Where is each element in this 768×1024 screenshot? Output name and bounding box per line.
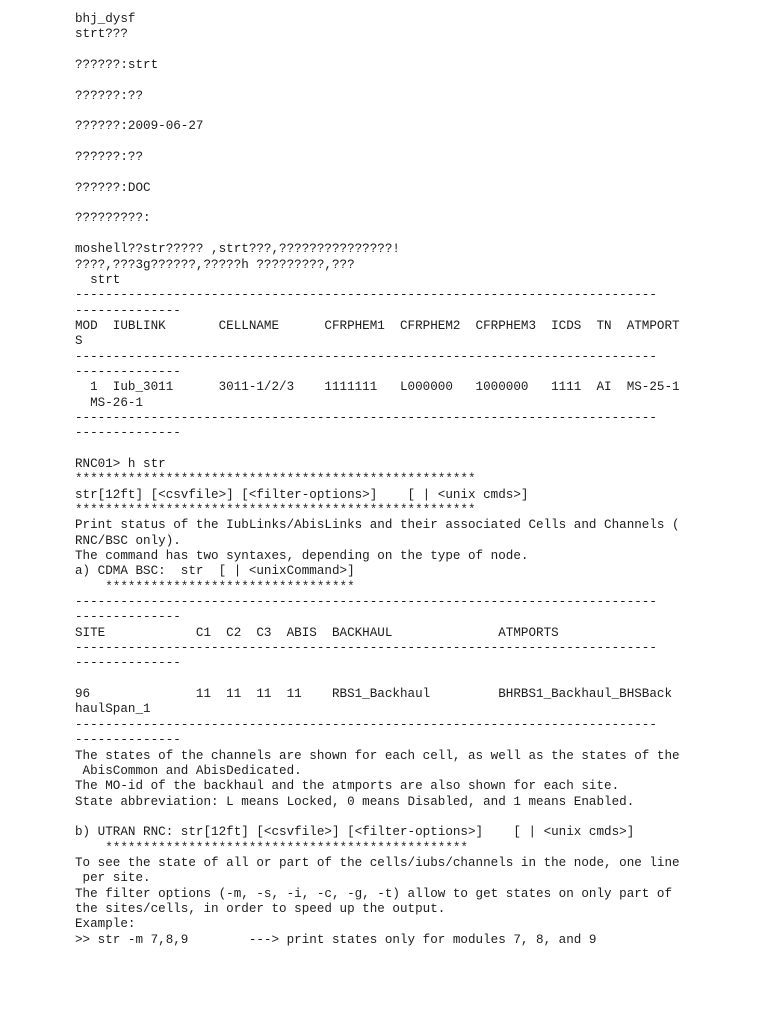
text-line: 96 11 11 11 11 RBS1_Backhaul BHRBS1_Backhaul_BHSBack bbox=[75, 687, 673, 702]
text-line: RNC/BSC only). bbox=[75, 533, 181, 548]
text-line: MOD IUBLINK CELLNAME CFRPHEM1 CFRPHEM2 CFRPHEM3 ICDS TN ATMPORT bbox=[75, 318, 680, 333]
text-line: the sites/cells, in order to speed up the output. bbox=[75, 901, 446, 916]
text-line: ----------------------------------------------------------------------------- bbox=[75, 717, 657, 732]
text-line: The filter options (-m, -s, -i, -c, -g, -t) allow to get states on only part of bbox=[75, 886, 673, 901]
text-line: strt??? bbox=[75, 27, 128, 42]
text-line: str[12ft] [<csvfile>] [<filter-options>] [ | <unix cmds>] bbox=[75, 487, 529, 502]
text-line: ----------------------------------------------------------------------------- bbox=[75, 641, 657, 656]
text-line: ??????:2009-06-27 bbox=[75, 119, 204, 134]
text-line: ??????:?? bbox=[75, 88, 144, 103]
text-line: strt bbox=[75, 272, 121, 287]
text-line: S bbox=[75, 334, 83, 349]
text-line: haulSpan_1 bbox=[75, 702, 151, 717]
text-line: To see the state of all or part of the cells/iubs/channels in the node, one line bbox=[75, 855, 680, 870]
text-line: Print status of the IubLinks/AbisLinks and their associated Cells and Channels ( bbox=[75, 518, 680, 533]
text-line bbox=[75, 73, 755, 88]
text-line bbox=[75, 672, 755, 687]
text-line: RNC01> h str bbox=[75, 456, 166, 471]
text-line bbox=[75, 104, 755, 119]
text-line: MS-26-1 bbox=[75, 395, 144, 410]
text-line: ??????:?? bbox=[75, 150, 144, 165]
text-line: ----------------------------------------------------------------------------- bbox=[75, 595, 657, 610]
text-line: ??????:strt bbox=[75, 58, 159, 73]
text-line: b) UTRAN RNC: str[12ft] [<csvfile>] [<filter-options>] [ | <unix cmds>] bbox=[75, 825, 635, 840]
text-line: ????,???3g??????,?????h ?????????,??? bbox=[75, 257, 355, 272]
text-line: Example: bbox=[75, 917, 136, 932]
text-line: AbisCommon and AbisDedicated. bbox=[75, 763, 302, 778]
text-line: bhj_dysf bbox=[75, 12, 136, 26]
text-line: ********************************* bbox=[75, 579, 355, 594]
text-line bbox=[75, 442, 755, 457]
text-line: The states of the channels are shown for each cell, as well as the states of the bbox=[75, 748, 680, 763]
text-line bbox=[75, 196, 755, 211]
text-line: The command has two syntaxes, depending on the type of node. bbox=[75, 549, 529, 564]
text-line: 1 Iub_3011 3011-1/2/3 1111111 L000000 1000000 1111 AI MS-25-1 bbox=[75, 380, 680, 395]
text-line bbox=[75, 43, 755, 58]
text-line: ***************************************************** bbox=[75, 472, 476, 487]
text-line: -------------- bbox=[75, 656, 181, 671]
text-line: ----------------------------------------------------------------------------- bbox=[75, 410, 657, 425]
text-line: State abbreviation: L means Locked, 0 means Disabled, and 1 means Enabled. bbox=[75, 794, 635, 809]
text-line bbox=[75, 227, 755, 242]
text-line: The MO-id of the backhaul and the atmports are also shown for each site. bbox=[75, 779, 620, 794]
text-line: SITE C1 C2 C3 ABIS BACKHAUL ATMPORTS bbox=[75, 625, 559, 640]
text-line: ************************************************ bbox=[75, 840, 468, 855]
text-line: -------------- bbox=[75, 303, 181, 318]
document-text bbox=[75, 12, 755, 948]
text-line: ??????:DOC bbox=[75, 180, 151, 195]
text-line: ?????????: bbox=[75, 211, 151, 226]
text-line: ***************************************************** bbox=[75, 503, 476, 517]
text-line bbox=[75, 165, 755, 180]
text-line: moshell??str????? ,strt???,???????????????! bbox=[75, 242, 400, 257]
text-line bbox=[75, 135, 755, 150]
text-line bbox=[75, 810, 755, 825]
text-line: -------------- bbox=[75, 733, 181, 748]
text-line: -------------- bbox=[75, 426, 181, 441]
text-line: ----------------------------------------------------------------------------- bbox=[75, 288, 657, 303]
text-line: a) CDMA BSC: str [ | <unixCommand>] bbox=[75, 564, 355, 579]
text-line: -------------- bbox=[75, 610, 181, 625]
text-line: >> str -m 7,8,9 ---> print states only for modules 7, 8, and 9 bbox=[75, 932, 597, 947]
text-line: -------------- bbox=[75, 364, 181, 379]
text-line: per site. bbox=[75, 871, 151, 886]
text-line: ----------------------------------------------------------------------------- bbox=[75, 349, 657, 364]
